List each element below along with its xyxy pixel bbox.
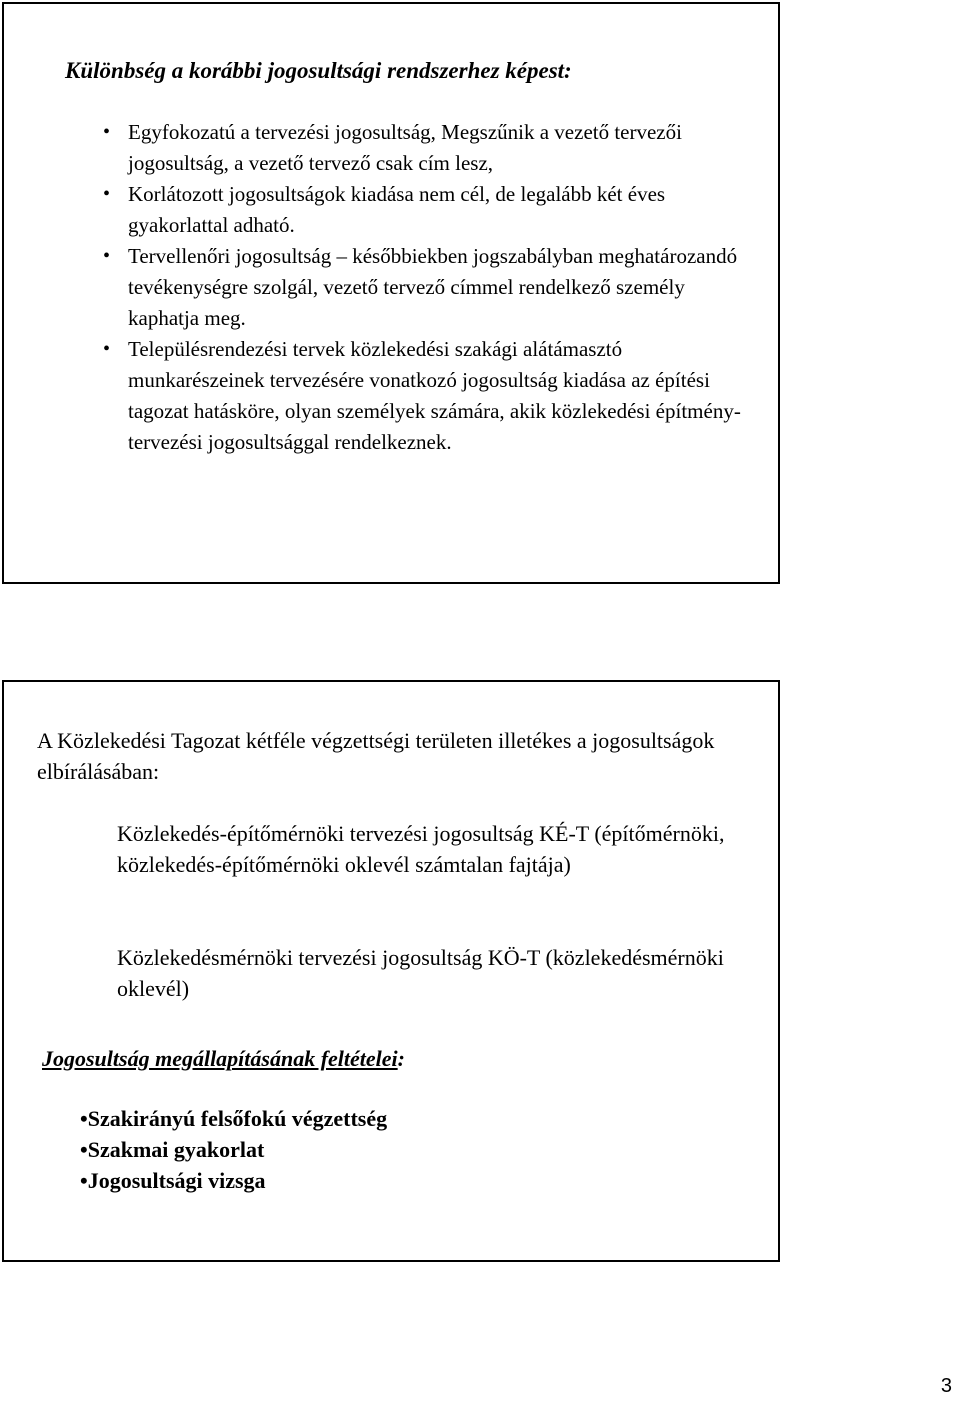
conditions-heading-colon: : [397,1046,405,1071]
conditions-heading [42,1043,405,1074]
bullet-icon: • [103,183,111,205]
bullet-icon: • [103,245,111,267]
bullet-list [103,117,753,458]
list-item [103,117,753,179]
list-item [103,241,753,334]
bullet-icon: • [103,338,111,360]
list-item [103,334,753,458]
qualification-ke-t: Közlekedés-építőmérnöki tervezési jogosultság KÉ-T (építőmérnöki, közlekedés-építőmérnöki oklevél számtalan fajtája) [117,821,725,877]
page-number: 3 [940,1375,952,1397]
conditions-heading-text: Jogosultság megállapításának feltételei [42,1046,398,1071]
requirement-item: •Szakmai gyakorlat [80,1137,265,1162]
requirement-item: •Jogosultsági vizsga [80,1168,266,1193]
requirements-list [80,1103,387,1196]
list-item-text: Korlátozott jogosultságok kiadása nem cél, de legalább két éves gyakorlattal adható. [128,182,666,237]
slide-title: Különbség a korábbi jogosultsági rendszerhez képest: [65,58,572,83]
list-item [103,179,753,241]
intro-paragraph: A Közlekedési Tagozat kétféle végzettségi területen illetékes a jogosultságok elbírálásában: [37,728,715,784]
list-item-text: Településrendezési tervek közlekedési szakági alátámasztó munkarészeinek tervezésére vonatkozó jogosultság kiadása az építési tagozat hatásköre, olyan személyek számára, akik közlekedési építmény-tervezési jogosultsággal rendelkeznek. [128,337,741,454]
bullet-icon: • [103,121,111,143]
slide-transport-section [2,680,780,1262]
list-item-text: Egyfokozatú a tervezési jogosultság, Megszűnik a vezető tervezői jogosultság, a vezető tervező csak cím lesz, [128,120,682,175]
requirement-item: •Szakirányú felsőfokú végzettség [80,1106,388,1131]
qualification-ko-t: Közlekedésmérnöki tervezési jogosultság KÖ-T (közlekedésmérnöki oklevél) [117,945,724,1001]
slide-differences [2,2,780,584]
list-item-text: Tervellenőri jogosultság – későbbiekben jogszabályban meghatározandó tevékenységre szolgál, vezető tervező címmel rendelkező személy kaphatja meg. [128,244,738,330]
